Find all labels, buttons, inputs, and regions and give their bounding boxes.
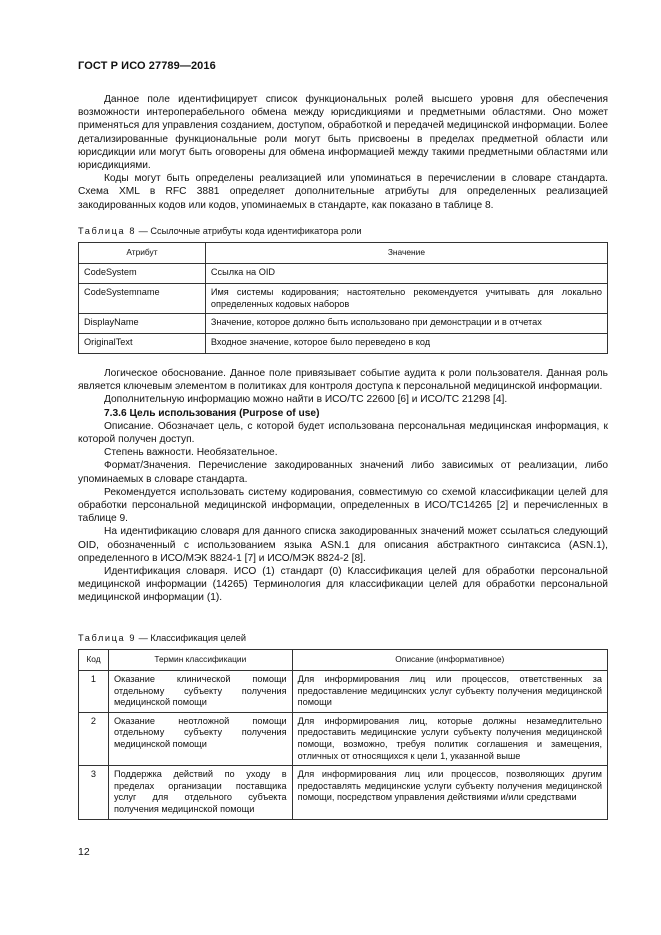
table-row — [79, 334, 608, 354]
code-cell: 2 — [79, 712, 109, 765]
paragraph: Идентификация словаря. ИСО (1) стандарт (0) Классификация целей для обработки персональной медицинской информации (14265) Терминология для классификации целей для обработки персональной медицинской информации (1). — [78, 566, 608, 604]
desc-cell: Для информирования лиц или процессов, ответственных за предоставление медицинских услуг субъекту получения медицинской помощи — [292, 671, 607, 713]
main-text — [78, 367, 608, 605]
table9-caption — [78, 633, 246, 643]
table-9 — [78, 649, 608, 820]
table-8 — [78, 242, 608, 354]
term-cell: Оказание клинической помощи отдельному субъекту получения медицинской помощи — [108, 671, 292, 713]
paragraph: Степень важности. Необязательное. — [104, 447, 278, 459]
table9-header-row — [79, 650, 608, 671]
table9-col-term: Термин классификации — [108, 650, 292, 671]
term-cell: Оказание неотложной помощи отдельному субъекту получения медицинской помощи — [108, 712, 292, 765]
table-row — [79, 766, 608, 819]
intro-text — [78, 93, 608, 212]
page-number: 12 — [78, 846, 90, 858]
table8-col-value: Значение — [205, 243, 607, 264]
value-cell: Входное значение, которое было переведено в код — [205, 334, 607, 354]
attr-cell: CodeSystem — [79, 264, 206, 284]
table8-header-row — [79, 243, 608, 264]
paragraph: Описание. Обозначает цель, с которой будет использована персональная медицинская информация, к которой получен доступ. — [78, 420, 608, 446]
paragraph: На идентификацию словаря для данного списка закодированных значений может ссылаться следующий OID, обозначенный с использованием языка ASN.1 для описания абстрактного синтаксиса (ASN.1), определенного в ИСО/МЭК 8824-1 [7] и ИСО/МЭК 8824-2 [8]. — [78, 526, 608, 564]
attr-cell: DisplayName — [79, 314, 206, 334]
table-row — [79, 671, 608, 713]
table-row — [79, 314, 608, 334]
table9-caption-label: Таблица 9 — [78, 633, 137, 643]
table9-col-desc: Описание (информативное) — [292, 650, 607, 671]
table8-caption-label: Таблица 8 — [78, 226, 137, 236]
table-row — [79, 284, 608, 314]
paragraph: Формат/Значения. Перечисление закодированных значений либо зависимых от реализации, либо упоминаемых в словаре стандарта. — [78, 460, 608, 485]
code-cell: 1 — [79, 671, 109, 713]
paragraph: Коды могут быть определены реализацией или упоминаться в перечислении в словаре стандарта. Схема XML в RFC 3881 определяет дополнительные атрибуты для определенных реализацией закодированных кодов или кодов, упоминаемых в стандарте, как показано в таблице 8. — [78, 173, 608, 211]
value-cell: Имя системы кодирования; настоятельно рекомендуется учитывать для локально определенных кодовых наборов — [205, 284, 607, 314]
attr-cell: CodeSystemname — [79, 284, 206, 314]
table-row — [79, 712, 608, 765]
term-cell: Поддержка действий по уходу в пределах организации поставщика услуг для отдельного субъекта получения медицинской помощи — [108, 766, 292, 819]
table8-col-attr: Атрибут — [79, 243, 206, 264]
table8-caption — [78, 226, 361, 236]
paragraph: Рекомендуется использовать систему кодирования, совместимую со схемой классификации целей для обработки персональной медицинской информации, определенных в ИСО/ТС14265 [2] и перечисленных в таблице 9. — [78, 486, 608, 525]
section-heading: 7.3.6 Цель использования (Purpose of use) — [104, 407, 320, 419]
paragraph: Логическое обоснование. Данное поле привязывает событие аудита к роли пользователя. Данная роль является ключевым элементом в политиках для контроля доступа к персональной медицинской информации. — [78, 368, 608, 393]
paragraph: Дополнительную информацию можно найти в ИСО/ТС 22600 [6] и ИСО/ТС 21298 [4]. — [104, 394, 508, 406]
code-cell: 3 — [79, 766, 109, 819]
value-cell: Значение, которое должно быть использовано при демонстрации и в отчетах — [205, 314, 607, 334]
value-cell: Ссылка на OID — [205, 264, 607, 284]
table8-caption-text: — Ссылочные атрибуты кода идентификатора роли — [136, 226, 362, 236]
table9-col-code: Код — [79, 650, 109, 671]
desc-cell: Для информирования лиц или процессов, позволяющих другим предоставлять медицинские услуги субъекту получения медицинской помощи, посредством управления действиями и/или средствами — [292, 766, 607, 819]
desc-cell: Для информирования лиц, которые должны незамедлительно предоставить медицинские услуги субъекту получения медицинской помощи, возможно, требуя политик соглашения и замещения, отличных от относящихся к цели 1, указанной выше — [292, 712, 607, 765]
table9-caption-text: — Классификация целей — [136, 633, 247, 643]
attr-cell: OriginalText — [79, 334, 206, 354]
table-row — [79, 264, 608, 284]
document-header: ГОСТ Р ИСО 27789—2016 — [78, 60, 216, 72]
paragraph: Данное поле идентифицирует список функциональных ролей высшего уровня для обеспечения возможности интероперабельного обмена между юрисдикциями и предметными областями. Оно может применяться для управления созданием, доступом, обработкой и передачей медицинской информации. Более детализированные функциональные роли могут быть присвоены в пределах предметной области или юрисдикции или могут быть оговорены для обмена информацией между такими предметными областями или юрисдикциями. — [78, 94, 608, 172]
